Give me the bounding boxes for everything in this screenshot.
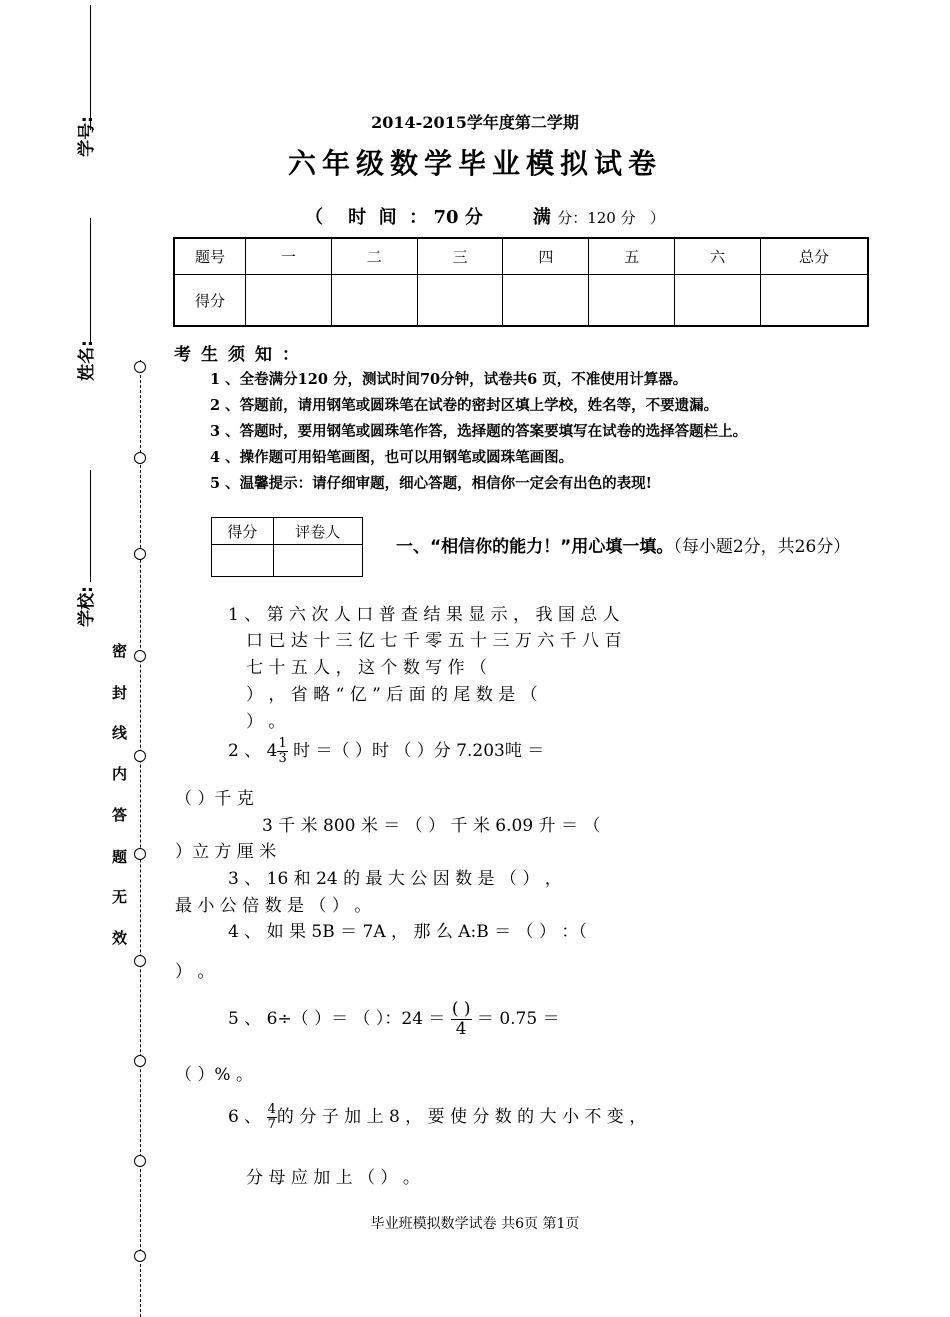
notice-item: 5 、温馨提示：请仔细审题，细心答题，相信你一定会有出色的表现! [210,475,652,492]
q1-line: ） 。 [246,712,286,732]
q6-frac-den: 7 [267,1117,276,1132]
score-header-cell: 总分 [761,238,869,275]
time-label: 时 间 ： [348,207,428,228]
exam-subtitle: 2014-2015学年度第二学期 [371,113,579,132]
name-line [90,218,91,343]
q6-frac-num: 4 [267,1102,276,1117]
score-header-cell: 题号 [174,238,246,275]
school-label: 学校: [76,586,97,627]
q2-rest: 时 ＝（ ）时 （ ）分 7.203吨 ＝ [287,741,545,761]
q4-line: ） 。 [175,962,215,982]
q5-prefix: 5 、 6÷（ ）＝ （ ）：24 ＝ [228,1009,446,1029]
time-open: （ [305,207,323,228]
seal-char: 题 [112,848,128,866]
q6-line [228,1102,646,1132]
binding-hole-1 [134,361,146,373]
grader-table [211,517,363,577]
q5-line [228,1000,560,1039]
school-line [90,470,91,582]
seal-char: 线 [112,724,128,742]
binding-hole-10 [134,1250,146,1262]
score-header-cell: 三 [417,238,503,275]
seal-char: 无 [112,888,128,906]
q2-frac-den: 3 [278,751,287,766]
seal-char: 封 [112,684,128,702]
q6-line: 分 母 应 加 上 （ ） 。 [246,1168,420,1188]
binding-hole-6 [134,848,146,860]
q6-prefix: 6 、 [228,1107,262,1127]
grader-name-header: 评卷人 [273,518,362,545]
score-header-cell: 二 [331,238,417,275]
notice-item: 4 、操作题可用铅笔画图，也可以用钢笔或圆珠笔画图。 [210,449,574,466]
seal-dashed-line [140,360,141,1317]
binding-hole-3 [134,548,146,560]
grader-score-cell[interactable] [212,545,274,577]
q4-line: 4 、 如 果 5B ＝ 7A ， 那 么 A:B ＝ （ ） ：（ [228,922,587,942]
q2-frac-num: 1 [278,736,287,751]
section-1-heading [396,532,866,562]
section-1-note: （每小题2分，共26分） [673,537,851,557]
name-label: 姓名: [76,340,97,381]
seal-char: 密 [112,642,128,660]
student-id-label: 学号: [76,116,97,157]
q1-line: ） ， 省 略 “ 亿 ” 后 面 的 尾 数 是 （ [246,685,538,705]
q5-frac-den: 4 [455,1019,467,1039]
q1-line: 1 、 第 六 次 人 口 普 查 结 果 显 示 ， 我 国 总 人 [228,605,620,625]
q6-rest: 的 分 子 加 上 8 ， 要 使 分 数 的 大 小 不 变 ， [276,1107,647,1127]
grader-score-header: 得分 [212,518,274,545]
exam-time-info [305,203,665,229]
q2-line [228,736,544,766]
q6-fraction [267,1103,277,1132]
q3-line: 最 小 公 倍 数 是 （ ） 。 [175,896,372,916]
page-footer: 毕业班模拟数学试卷 共6页 第1页 [370,1216,580,1232]
exam-title: 六年级数学毕业模拟试卷 [287,147,662,180]
score-cell[interactable] [589,275,675,327]
q5-rest: ＝ 0.75 ＝ [471,1009,560,1029]
score-table [173,237,869,327]
seal-char: 内 [112,765,128,783]
full-value: 分：120 分 ） [557,209,665,227]
q5-frac-num: ( ) [451,999,471,1019]
binding-hole-8 [134,1055,146,1067]
binding-hole-9 [134,1155,146,1167]
notice-item: 2 、答题前，请用钢笔或圆珠笔在试卷的密封区填上学校，姓名等，不要遗漏。 [210,397,719,414]
q2-fraction [277,737,287,766]
notice-item: 1 、全卷满分120 分，测试时间70分钟，试卷共6 页，不准使用计算器。 [210,371,688,388]
section-1-title: 一、“相信你的能力！”用心填一填。 [396,537,674,557]
q5-line: （ ）% 。 [175,1065,253,1085]
notice-heading: 考生须知： [174,345,309,365]
score-cell[interactable] [417,275,503,327]
q1-line: 七 十 五 人 ， 这 个 数 写 作 （ [246,658,488,678]
binding-hole-4 [134,650,146,662]
score-header-cell: 五 [589,238,675,275]
time-value: 70 分 [433,207,483,228]
seal-char: 效 [112,929,128,947]
notice-item: 3 、答题时，要用钢笔或圆珠笔作答，选择题的答案要填写在试卷的选择答题栏上。 [210,423,748,440]
full-label: 满 [532,207,551,228]
q5-fraction [451,1000,472,1039]
q3-line: 3 、 16 和 24 的 最 大 公 因 数 是 （ ） ， [228,869,562,889]
score-header-cell: 四 [503,238,589,275]
grader-name-cell[interactable] [273,545,362,577]
binding-hole-2 [134,452,146,464]
q1-line: 口 已 达 十 三 亿 七 千 零 五 十 三 万 六 千 八 百 [246,631,622,651]
score-cell[interactable] [761,275,869,327]
score-cell[interactable] [503,275,589,327]
score-header-cell: 一 [246,238,332,275]
score-cell[interactable] [331,275,417,327]
score-cell[interactable] [675,275,761,327]
score-row-label: 得分 [174,275,246,327]
q2-line: 3 千 米 800 米 ＝ （ ） 千 米 6.09 升 ＝ （ [262,816,601,836]
q2-line: （ ）千 克 [175,789,254,809]
seal-char: 答 [112,806,128,824]
q2-line: ）立 方 厘 米 [175,842,277,862]
score-cell[interactable] [246,275,332,327]
q2-prefix: 2 、 4 [228,741,278,761]
score-header-cell: 六 [675,238,761,275]
binding-hole-7 [134,955,146,967]
binding-hole-5 [134,750,146,762]
